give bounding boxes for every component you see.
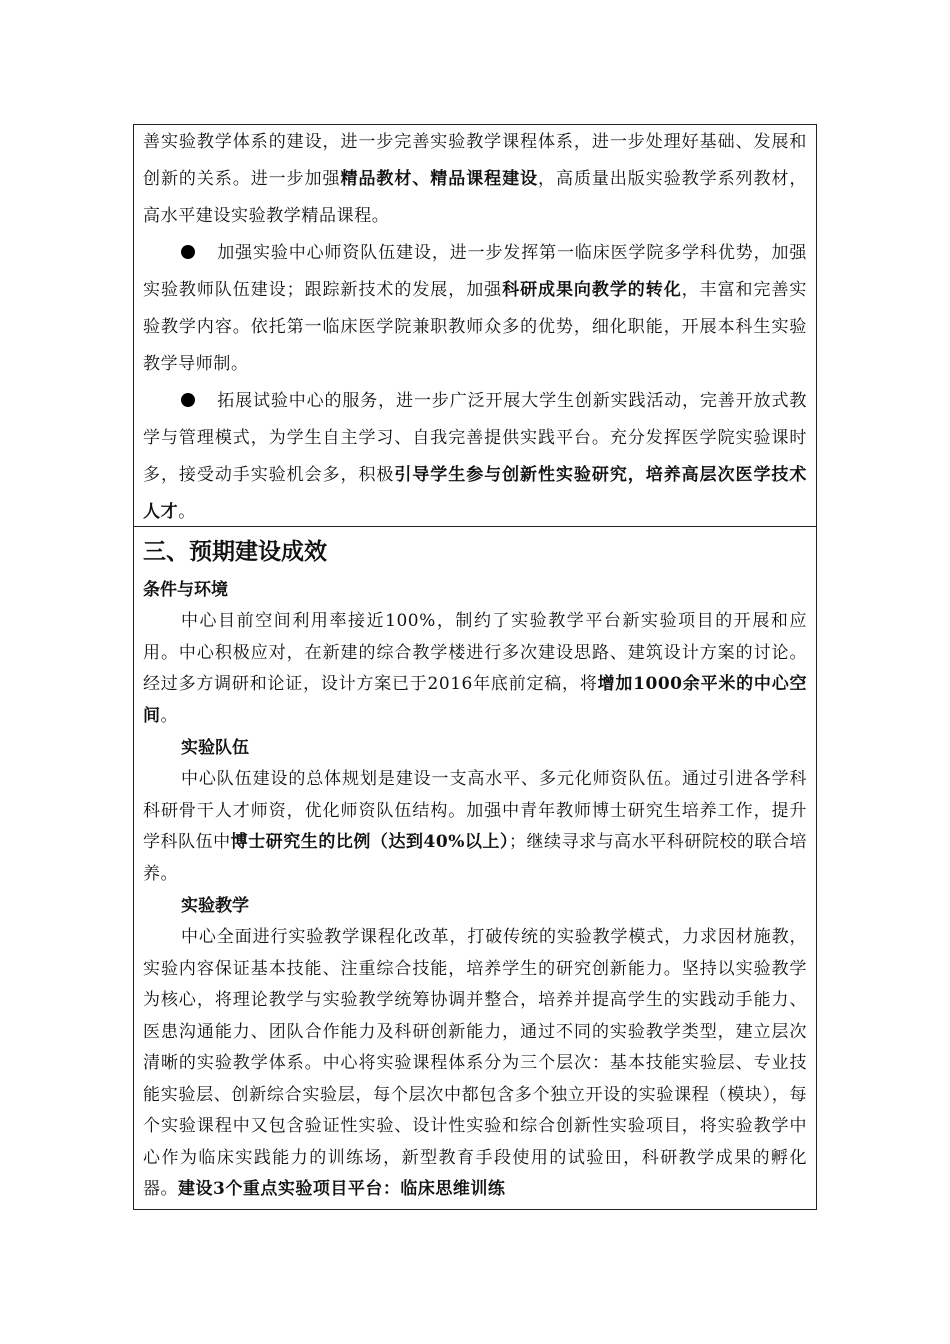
paragraph-team: 中心队伍建设的总体规划是建设一支高水平、多元化师资队伍。通过引进各学科科研骨干人才师资，优化师资队伍结构。加强中青年教师博士研究生培养工作，提升学科队伍中博士研究生的比例（达到40%以上）；继续寻求与高水平科研院校的联合培养。 [143,769,808,884]
bullet-faculty: 加强实验中心师资队伍建设，进一步发挥第一临床医学院多学科优势，加强实验教师队伍建设；跟踪新技术的发展，加强科研成果向教学的转化，丰富和完善实验教学内容。依托第一临床医学院兼职教师众多的优势，细化职能，开展本科生实验教学导师制。 [143,243,808,374]
bullet-dot-icon [181,245,195,259]
heading-teaching: 实验教学 [181,896,249,916]
paragraph-teaching: 中心全面进行实验教学课程化改革，打破传统的实验教学模式，力求因材施教，实验内容保证基本技能、注重综合技能，培养学生的研究创新能力。坚持以实验教学为核心，将理论教学与实验教学统筹协调并整合，培养并提高学生的实践动手能力、医患沟通能力、团队合作能力及科研创新能力，通过不同的实验教学类型，建立层次清晰的实验教学体系。中心将实验课程体系分为三个层次：基本技能实验层、专业技能实验层、创新综合实验层，每个层次中都包含多个独立开设的实验课程（模块），每个实验课程中又包含验证性实验、设计性实验和综合创新性实验项目，将实验教学中心作为临床实践能力的训练场，新型教育手段使用的试验田，科研教学成果的孵化器。建设3个重点实验项目平台：临床思维训练 [143,927,807,1199]
heading-team: 实验队伍 [181,738,249,758]
cell-construction-plan [143,124,807,531]
paragraph-textbook: 善实验教学体系的建设，进一步完善实验教学课程体系，进一步处理好基础、发展和创新的关系。进一步加强精品教材、精品课程建设，高质量出版实验教学系列教材，高水平建设实验教学精品课程。 [143,132,808,226]
paragraph-conditions: 中心目前空间利用率接近100%，制约了实验教学平台新实验项目的开展和应用。中心积极应对，在新建的综合教学楼进行多次建设思路、建筑设计方案的讨论。经过多方调研和论证，设计方案已于2016年底前定稿，将增加1000余平米的中心空间。 [143,611,807,726]
bullet-dot-icon [181,393,195,407]
heading-conditions: 条件与环境 [143,580,228,600]
section-title: 三、预期建设成效 [143,539,327,565]
cell-expected-results [143,535,807,1206]
bullet-service: 拓展试验中心的服务，进一步广泛开展大学生创新实践活动，完善开放式教学与管理模式，为学生自主学习、自我完善提供实践平台。充分发挥医学院实验课时多，接受动手实验机会多，积极引导学生参与创新性实验研究，培养高层次医学技术人才。 [143,391,807,522]
